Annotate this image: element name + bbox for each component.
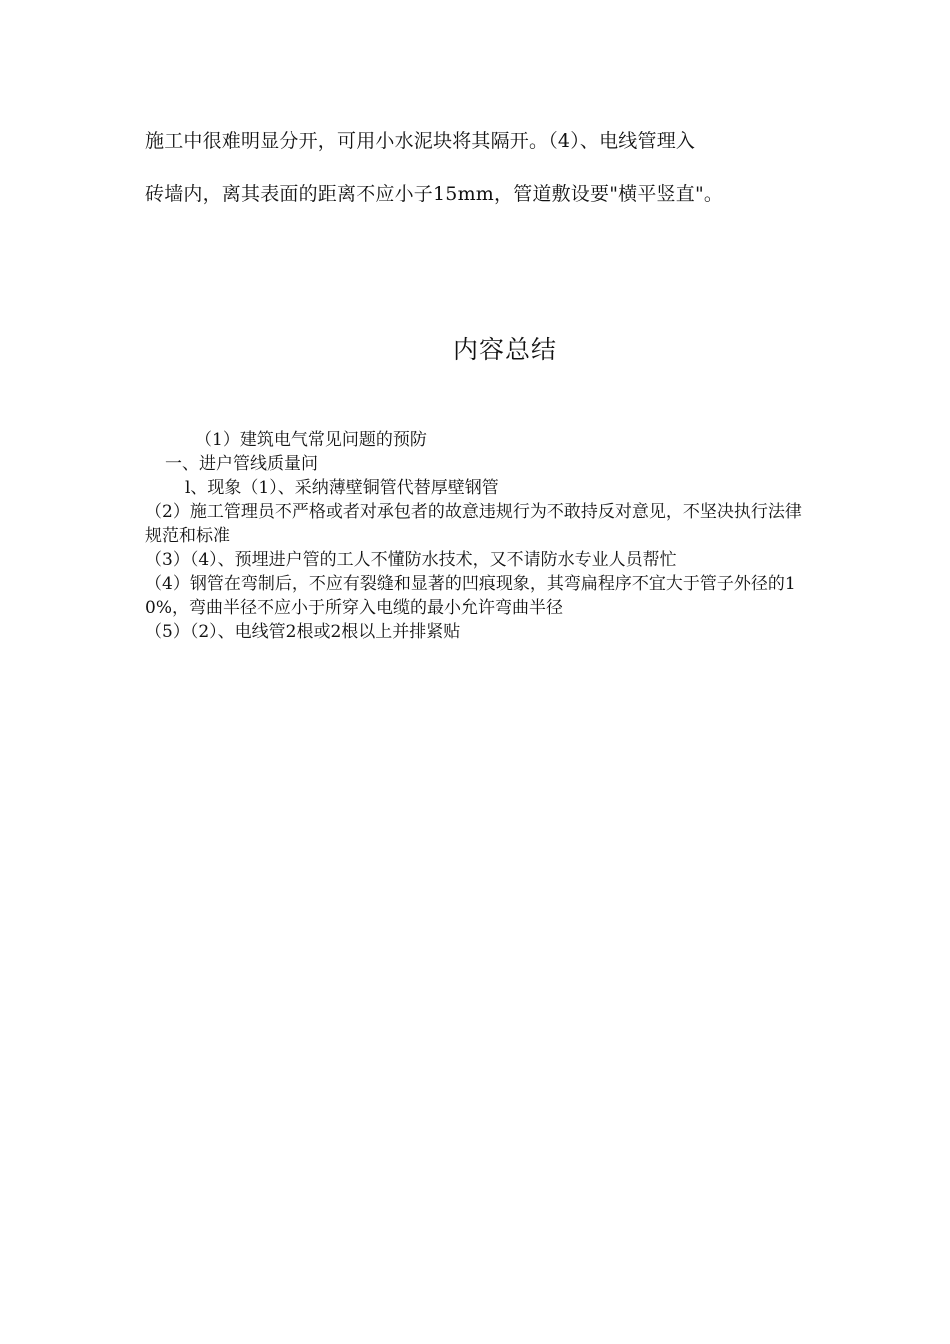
summary-item: （1）建筑电气常见问题的预防 [195, 430, 427, 450]
summary-item: （2）施工管理员不严格或者对承包者的故意违规行为不敢持反对意见，不坚决执行法律规范和标准 [145, 502, 802, 546]
summary-item: （4）钢管在弯制后，不应有裂缝和显著的凹痕现象，其弯扁程序不宜大于管子外径的10%，弯曲半径不应小于所穿入电缆的最小允许弯曲半径 [145, 574, 796, 618]
section-title: 内容总结 [452, 335, 557, 364]
body-text-line: 施工中很难明显分开，可用小水泥块将其隔开。（4）、电线管理入 [145, 130, 696, 152]
summary-item: 一、进户管线质量问 [165, 454, 318, 474]
summary-item: l、现象（1）、采纳薄壁铜管代替厚壁钢管 [185, 478, 499, 498]
body-text-line: 砖墙内，离其表面的距离不应小子15mm，管道敷设要"横平竖直"。 [145, 183, 724, 205]
summary-body [145, 428, 810, 644]
summary-item: （3）（4）、预埋进户管的工人不懂防水技术，又不请防水专业人员帮忙 [145, 550, 677, 570]
summary-item: （5）（2）、电线管2根或2根以上并排紧贴 [145, 622, 461, 642]
